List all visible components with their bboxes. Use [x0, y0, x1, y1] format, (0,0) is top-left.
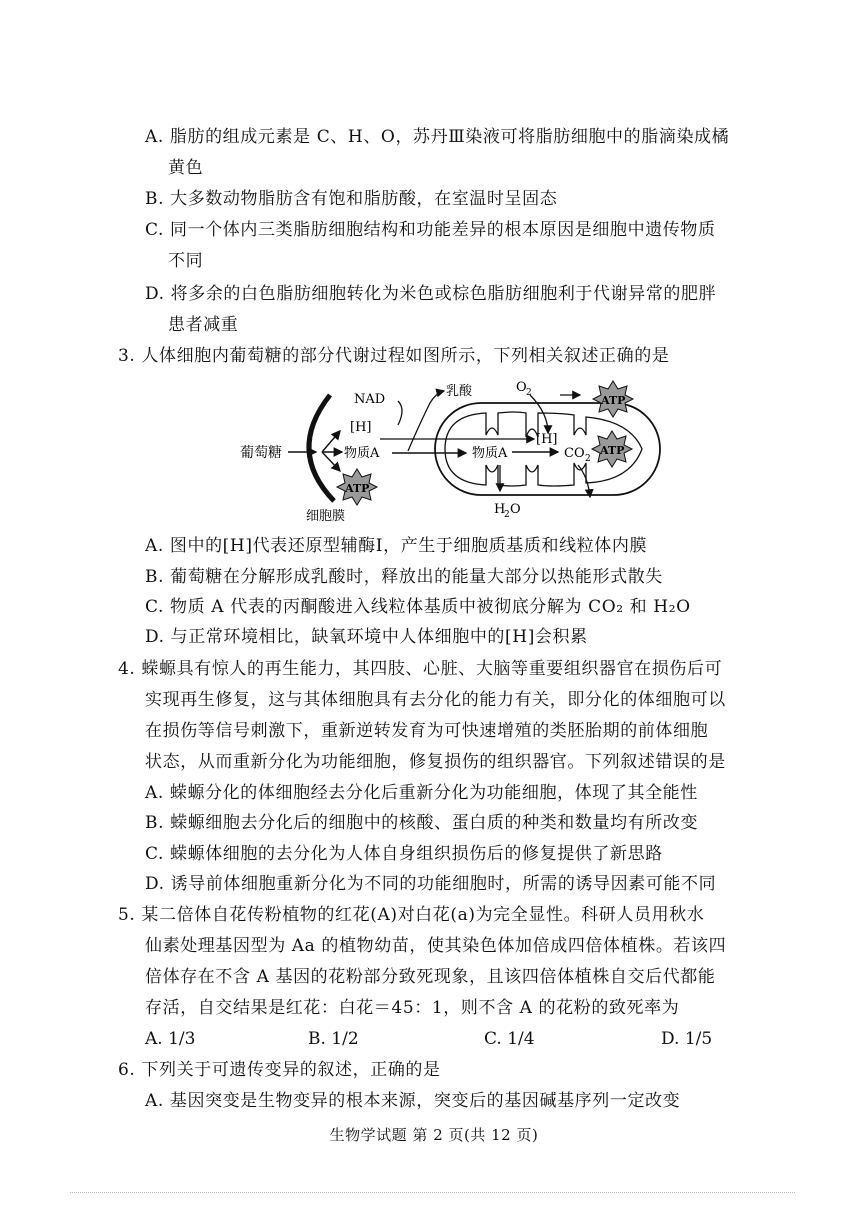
- glucose-label: 葡萄糖: [240, 445, 282, 461]
- q5-option-a: A. 1/3: [145, 1029, 196, 1049]
- o2-label: O: [516, 380, 527, 395]
- substance-a-cytoplasm: 物质A: [344, 446, 380, 461]
- q5-stem-line-2: 仙素处理基因型为 Aa 的植物幼苗，使其染色体加倍成四倍体植株。若该四: [145, 936, 727, 956]
- q4-stem-line-4: 状态，从而重新分化为功能细胞，修复损伤的组织器官。下列叙述错误的是: [145, 752, 726, 772]
- atp-star-cytoplasm: [337, 469, 377, 505]
- h2o-tail: O: [510, 502, 521, 517]
- q3-option-d: D. 与正常环境相比，缺氧环境中人体细胞中的[H]会积累: [145, 627, 588, 647]
- q2-option-c: C. 同一个体内三类脂肪细胞结构和功能差异的根本原因是细胞中遗传物质: [145, 220, 716, 240]
- h2o-label: H: [494, 502, 506, 517]
- q3-option-c: C. 物质 A 代表的丙酮酸进入线粒体基质中被彻底分解为 CO₂ 和 H₂O: [145, 597, 691, 617]
- q6-stem: 6. 下列关于可遗传变异的叙述，正确的是: [118, 1060, 441, 1080]
- q2-option-c-cont: 不同: [168, 251, 204, 271]
- q5-option-b: B. 1/2: [308, 1029, 359, 1049]
- o2-subscript: 2: [526, 388, 532, 398]
- q4-option-c: C. 蝾螈体细胞的去分化为人体自身组织损伤后的修复提供了新思路: [145, 844, 663, 864]
- q3-stem: 3. 人体细胞内葡萄糖的部分代谢过程如图所示，下列相关叙述正确的是: [118, 346, 670, 366]
- q5-stem-line-3: 倍体存在不含 A 基因的花粉部分致死现象，且该四倍体植株自交后代都能: [145, 967, 716, 987]
- page-footer: 生物学试题 第 2 页(共 12 页): [329, 1126, 539, 1144]
- q3-option-b: B. 葡萄糖在分解形成乳酸时，释放出的能量大部分以热能形式散失: [145, 567, 663, 587]
- atp-star-mitochondria-bottom: [592, 431, 632, 467]
- q2-option-d: D. 将多余的白色脂肪细胞转化为米色或棕色脂肪细胞利于代谢异常的肥胖: [145, 284, 717, 304]
- q5-option-c: C. 1/4: [484, 1029, 535, 1049]
- atp-label-3: ATP: [600, 444, 625, 457]
- q2-option-a-cont: 黄色: [168, 158, 204, 178]
- h2o-subscript: 2: [504, 510, 510, 520]
- q4-stem-line-2: 实现再生修复，这与其体细胞具有去分化的能力有关，即分化的体细胞可以: [145, 690, 726, 710]
- h-label-mitochondria: [H]: [536, 432, 558, 447]
- q6-option-a: A. 基因突变是生物变异的根本来源，突变后的基因碱基序列一定改变: [145, 1091, 681, 1111]
- membrane-label: 细胞膜: [306, 509, 346, 524]
- q4-option-d: D. 诱导前体细胞重新分化为不同的功能细胞时，所需的诱导因素可能不同: [145, 874, 717, 894]
- substance-a-mitochondria: 物质A: [472, 446, 508, 461]
- co2-subscript: 2: [585, 454, 591, 464]
- q5-stem-line-4: 存活，自交结果是红花：白花＝45：1，则不含 A 的花粉的致死率为: [145, 998, 680, 1018]
- q2-option-a: A. 脂肪的组成元素是 C、H、O，苏丹Ⅲ染液可将脂肪细胞中的脂滴染成橘: [145, 127, 730, 147]
- q5-option-d: D. 1/5: [661, 1029, 713, 1049]
- q2-option-b: B. 大多数动物脂肪含有饱和脂肪酸，在室温时呈固态: [145, 189, 558, 209]
- co2-label: CO: [564, 446, 585, 461]
- q4-option-a: A. 蝾螈分化的体细胞经去分化后重新分化为功能细胞，体现了其全能性: [145, 783, 698, 803]
- q4-stem-line-1: 4. 蝾螈具有惊人的再生能力，其四肢、心脏、大脑等重要组织器官在损伤后可: [118, 659, 723, 679]
- atp-star-mitochondria-top: [593, 381, 633, 417]
- cell-membrane-arc: [309, 395, 334, 501]
- q5-stem-line-1: 5. 某二倍体自花传粉植物的红花(A)对白花(a)为完全显性。科研人员用秋水: [118, 905, 705, 925]
- nad-label: NAD: [354, 392, 386, 407]
- glucose-metabolism-diagram: [230, 373, 670, 528]
- q2-option-d-cont: 患者减重: [168, 315, 239, 335]
- q3-option-a: A. 图中的[H]代表还原型辅酶Ⅰ，产生于细胞质基质和线粒体内膜: [145, 536, 648, 556]
- atp-label-1: ATP: [345, 482, 370, 495]
- q4-option-b: B. 蝾螈细胞去分化后的细胞中的核酸、蛋白质的种类和数量均有所改变: [145, 813, 699, 833]
- bottom-divider: [70, 1192, 795, 1193]
- atp-label-2: ATP: [601, 394, 626, 407]
- h-label-cytoplasm: [H]: [350, 420, 372, 435]
- q4-stem-line-3: 在损伤等信号刺激下，重新逆转发育为可快速增殖的类胚胎期的前体细胞: [145, 721, 709, 741]
- lactic-acid-label: 乳酸: [446, 384, 473, 399]
